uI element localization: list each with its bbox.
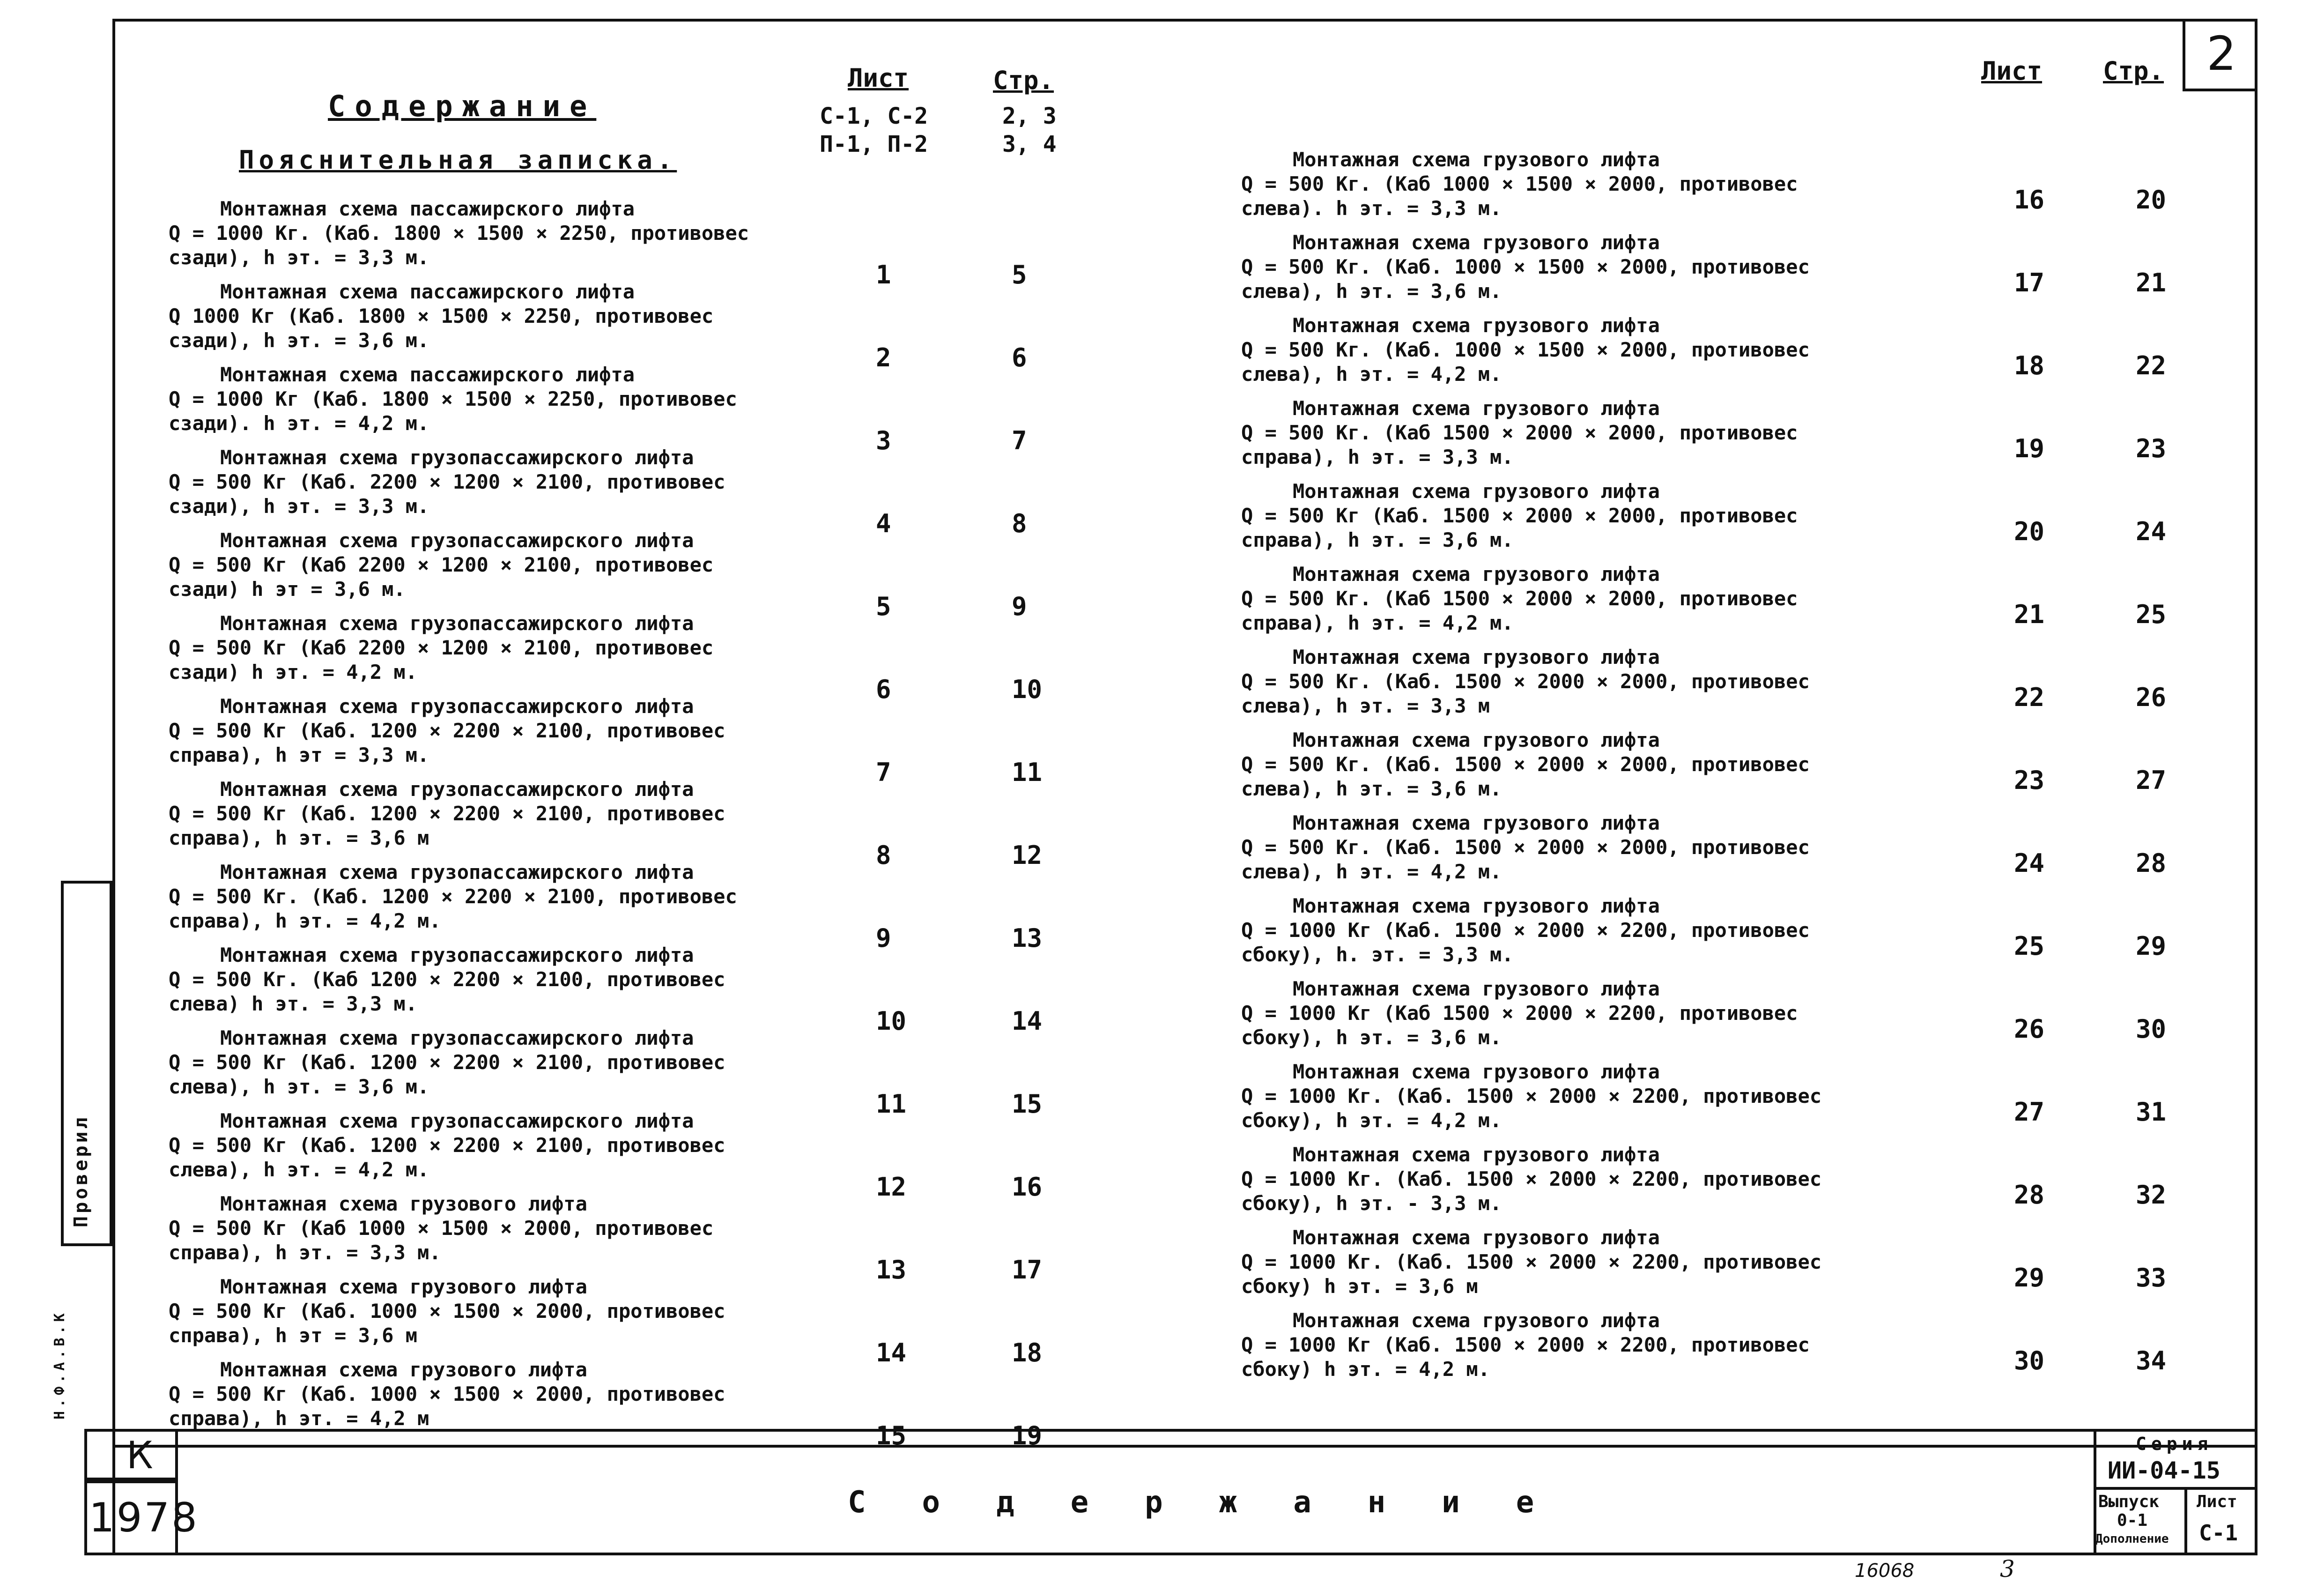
entry-detail: справа), h эт. = 4,2 м. bbox=[1241, 611, 1514, 634]
toc-entry bbox=[1241, 728, 1920, 801]
entry-detail: Q = 500 Кг (Каб 2200 × 1200 × 2100, противовес bbox=[169, 636, 714, 659]
entry-page-number: 16 bbox=[1012, 1172, 1043, 1202]
archive-number: 16068 bbox=[1855, 1560, 1915, 1582]
entry-detail: слева), h эт. = 4,2 м. bbox=[169, 1158, 429, 1181]
entry-page-number: 18 bbox=[1012, 1338, 1043, 1367]
entry-detail: справа), h эт. = 3,6 м. bbox=[1241, 528, 1514, 551]
toc-entry bbox=[169, 611, 848, 684]
entry-sheet-number: 27 bbox=[2014, 1097, 2045, 1127]
entry-sheet-number: 20 bbox=[2014, 517, 2045, 546]
entry-page-number: 25 bbox=[2136, 600, 2167, 629]
toc-entry bbox=[169, 1275, 848, 1348]
entry-sheet-number: 13 bbox=[876, 1255, 907, 1285]
left-page-header: Стр. bbox=[993, 66, 1054, 95]
entry-sheet-number: 23 bbox=[2014, 765, 2045, 795]
note-list-ref-2: П-1, П-2 bbox=[820, 131, 928, 157]
entry-title: Монтажная схема грузопассажирского лифта bbox=[220, 861, 694, 884]
left-list-header: Лист bbox=[848, 63, 909, 93]
entry-detail: Q = 500 Кг. (Каб. 1500 × 2000 × 2000, противовес bbox=[1241, 753, 1810, 776]
archive-page: 3 bbox=[2000, 1555, 2015, 1583]
entry-sheet-number: 15 bbox=[876, 1421, 907, 1450]
entry-title: Монтажная схема грузопассажирского лифта bbox=[220, 529, 694, 552]
entry-sheet-number: 22 bbox=[2014, 683, 2045, 712]
entry-title: Монтажная схема грузового лифта bbox=[220, 1358, 587, 1381]
entry-sheet-number: 11 bbox=[876, 1089, 907, 1119]
entry-title: Монтажная схема грузового лифта bbox=[1293, 811, 1660, 834]
entry-page-number: 33 bbox=[2136, 1263, 2167, 1293]
entry-page-number: 28 bbox=[2136, 848, 2167, 878]
entry-sheet-number: 6 bbox=[876, 675, 891, 704]
entry-detail: Q = 500 Кг (Каб. 1200 × 2200 × 2100, противовес bbox=[169, 719, 725, 742]
entry-page-number: 8 bbox=[1012, 509, 1027, 538]
entry-page-number: 23 bbox=[2136, 434, 2167, 463]
entry-sheet-number: 16 bbox=[2014, 185, 2045, 215]
toc-entry bbox=[1241, 313, 1920, 386]
entry-page-number: 27 bbox=[2136, 765, 2167, 795]
entry-sheet-number: 24 bbox=[2014, 848, 2045, 878]
entry-sheet-number: 26 bbox=[2014, 1014, 2045, 1044]
entry-title: Монтажная схема пассажирского лифта bbox=[220, 280, 635, 303]
entry-title: Монтажная схема грузопассажирского лифта bbox=[220, 612, 694, 635]
entry-sheet-number: 4 bbox=[876, 509, 891, 538]
toc-entry bbox=[1241, 396, 1920, 469]
entry-detail: сбоку), h. эт. = 3,3 м. bbox=[1241, 943, 1514, 966]
toc-entry bbox=[169, 528, 848, 602]
entry-detail: слева). h эт. = 3,3 м. bbox=[1241, 197, 1502, 220]
entry-sheet-number: 29 bbox=[2014, 1263, 2045, 1293]
entry-title: Монтажная схема пассажирского лифта bbox=[220, 363, 635, 386]
page-title: Содержание bbox=[328, 89, 597, 123]
entry-detail: Q = 500 Кг (Каб. 1000 × 1500 × 2000, противовес bbox=[169, 1382, 725, 1405]
entry-sheet-number: 1 bbox=[876, 260, 891, 290]
entry-detail: Q = 1000 Кг (Каб 1500 × 2000 × 2200, противовес bbox=[1241, 1002, 1798, 1025]
toc-entry bbox=[169, 1192, 848, 1265]
toc-entry bbox=[169, 280, 848, 353]
toc-entry bbox=[169, 1026, 848, 1099]
entry-detail: Q = 1000 Кг (Каб. 1500 × 2000 × 2200, противовес bbox=[1241, 1333, 1810, 1356]
entry-sheet-number: 18 bbox=[2014, 351, 2045, 380]
entry-page-number: 7 bbox=[1012, 426, 1027, 455]
toc-entry bbox=[1241, 894, 1920, 967]
entry-title: Монтажная схема грузопассажирского лифта bbox=[220, 944, 694, 966]
entry-title: Монтажная схема грузового лифта bbox=[1293, 231, 1660, 254]
issue-value: 0-1 bbox=[2117, 1511, 2148, 1530]
entry-title: Монтажная схема грузопассажирского лифта bbox=[220, 695, 694, 718]
entry-detail: Q = 500 Кг (Каб. 1200 × 2200 × 2100, противовес bbox=[169, 1051, 725, 1074]
entry-detail: Q = 500 Кг. (Каб 1500 × 2000 × 2000, противовес bbox=[1241, 587, 1798, 610]
toc-entry bbox=[1241, 1060, 1920, 1133]
toc-entry bbox=[1241, 562, 1920, 635]
entry-detail: справа), h эт. = 3,3 м. bbox=[1241, 446, 1514, 468]
entry-detail: сзади), h эт. = 3,3 м. bbox=[169, 246, 429, 269]
entry-detail: Q = 500 Кг. (Каб. 1000 × 1500 × 2000, противовес bbox=[1241, 255, 1810, 278]
entry-detail: Q = 1000 Кг. (Каб. 1500 × 2000 × 2200, противовес bbox=[1241, 1167, 1822, 1190]
entry-page-number: 10 bbox=[1012, 675, 1043, 704]
entry-detail: Q = 500 Кг (Каб. 1500 × 2000 × 2000, противовес bbox=[1241, 504, 1798, 527]
entry-sheet-number: 30 bbox=[2014, 1346, 2045, 1375]
entry-page-number: 6 bbox=[1012, 343, 1027, 372]
entry-detail: сзади). h эт. = 4,2 м. bbox=[169, 412, 429, 435]
entry-title: Монтажная схема грузового лифта bbox=[1293, 1226, 1660, 1249]
entry-title: Монтажная схема грузового лифта bbox=[1293, 646, 1660, 669]
entry-detail: сбоку), h эт. - 3,3 м. bbox=[1241, 1192, 1502, 1215]
entry-detail: сзади) h эт. = 4,2 м. bbox=[169, 661, 418, 684]
entry-detail: сзади), h эт. = 3,6 м. bbox=[169, 329, 429, 352]
entry-title: Монтажная схема грузового лифта bbox=[1293, 1143, 1660, 1166]
entry-detail: сбоку) h эт. = 3,6 м bbox=[1241, 1275, 1478, 1298]
entry-detail: Q = 1000 Кг. (Каб. 1500 × 2000 × 2200, противовес bbox=[1241, 1085, 1822, 1107]
entry-title: Монтажная схема грузового лифта bbox=[1293, 480, 1660, 503]
entry-sheet-number: 28 bbox=[2014, 1180, 2045, 1210]
entry-detail: Q = 500 Кг. (Каб. 1500 × 2000 × 2000, противовес bbox=[1241, 670, 1810, 693]
entry-detail: слева), h эт. = 3,3 м bbox=[1241, 694, 1490, 717]
entry-detail: Q = 500 Кг. (Каб. 1000 × 1500 × 2000, противовес bbox=[1241, 338, 1810, 361]
entry-title: Монтажная схема грузового лифта bbox=[1293, 1309, 1660, 1332]
sheet-value: С-1 bbox=[2199, 1520, 2238, 1546]
sheet-label: Лист bbox=[2197, 1492, 2237, 1511]
toc-entry bbox=[1241, 645, 1920, 718]
entry-detail: справа), h эт. = 4,2 м bbox=[169, 1407, 429, 1430]
series-code: ИИ-04-15 bbox=[2108, 1457, 2220, 1484]
entry-page-number: 21 bbox=[2136, 268, 2167, 297]
entry-title: Монтажная схема грузопассажирского лифта bbox=[220, 778, 694, 801]
entry-title: Монтажная схема грузового лифта bbox=[1293, 148, 1660, 171]
entry-detail: Q = 500 Кг (Каб 2200 × 1200 × 2100, противовес bbox=[169, 553, 714, 576]
entry-sheet-number: 21 bbox=[2014, 600, 2045, 629]
entry-title: Монтажная схема грузового лифта bbox=[1293, 397, 1660, 420]
entry-detail: Q = 1000 Кг. (Каб. 1500 × 2000 × 2200, противовес bbox=[1241, 1250, 1822, 1273]
entry-title: Монтажная схема грузового лифта bbox=[1293, 1060, 1660, 1083]
note-page-ref-1: 2, 3 bbox=[1002, 103, 1057, 129]
toc-entry bbox=[169, 1109, 848, 1182]
entry-detail: слева), h эт. = 3,6 м. bbox=[1241, 777, 1502, 800]
entry-detail: Q = 500 Кг. (Каб 1500 × 2000 × 2000, противовес bbox=[1241, 421, 1798, 444]
initials-stamp: Н.Ф.А.В.К bbox=[52, 1309, 68, 1419]
entry-page-number: 5 bbox=[1012, 260, 1027, 290]
entry-sheet-number: 12 bbox=[876, 1172, 907, 1202]
entry-title: Монтажная схема грузового лифта bbox=[1293, 563, 1660, 586]
entry-title: Монтажная схема грузового лифта bbox=[1293, 728, 1660, 751]
entry-title: Монтажная схема грузопассажирского лифта bbox=[220, 1109, 694, 1132]
entry-page-number: 19 bbox=[1012, 1421, 1043, 1450]
entry-sheet-number: 19 bbox=[2014, 434, 2045, 463]
entry-page-number: 32 bbox=[2136, 1180, 2167, 1210]
entry-detail: слева) h эт. = 3,3 м. bbox=[169, 992, 418, 1015]
code-letter: К bbox=[126, 1434, 153, 1477]
entry-title: Монтажная схема грузового лифта bbox=[1293, 894, 1660, 917]
entry-detail: сзади) h эт = 3,6 м. bbox=[169, 578, 406, 601]
toc-entry bbox=[169, 694, 848, 767]
toc-entry bbox=[1241, 230, 1920, 304]
entry-detail: справа), h эт. = 3,3 м. bbox=[169, 1241, 441, 1264]
entry-title: Монтажная схема грузового лифта bbox=[220, 1192, 587, 1215]
series-label: Серия bbox=[2136, 1434, 2213, 1454]
entry-title: Монтажная схема грузопассажирского лифта bbox=[220, 446, 694, 469]
entry-detail: слева), h эт. = 3,6 м. bbox=[1241, 280, 1502, 303]
entry-detail: Q = 500 Кг. (Каб. 1500 × 2000 × 2000, противовес bbox=[1241, 836, 1810, 859]
entry-detail: Q = 1000 Кг (Каб. 1800 × 1500 × 2250, противовес bbox=[169, 387, 737, 410]
entry-title: Монтажная схема грузопассажирского лифта bbox=[220, 1026, 694, 1049]
entry-detail: Q = 500 Кг (Каб. 1000 × 1500 × 2000, противовес bbox=[169, 1300, 725, 1323]
entry-sheet-number: 2 bbox=[876, 343, 891, 372]
entry-detail: справа), h эт. = 4,2 м. bbox=[169, 909, 441, 932]
entry-title: Монтажная схема грузового лифта bbox=[1293, 314, 1660, 337]
issue-label: Выпуск bbox=[2098, 1492, 2160, 1511]
entry-sheet-number: 14 bbox=[876, 1338, 907, 1367]
entry-detail: Q = 500 Кг (Каб 1000 × 1500 × 2000, противовес bbox=[169, 1217, 714, 1240]
toc-entry bbox=[1241, 977, 1920, 1050]
toc-entry bbox=[169, 860, 848, 933]
toc-entry bbox=[169, 446, 848, 519]
entry-detail: Q = 500 Кг (Каб. 1200 × 2200 × 2100, противовес bbox=[169, 802, 725, 825]
entry-page-number: 24 bbox=[2136, 517, 2167, 546]
entry-page-number: 9 bbox=[1012, 592, 1027, 621]
entry-page-number: 12 bbox=[1012, 840, 1043, 870]
entry-title: Монтажная схема пассажирского лифта bbox=[220, 197, 635, 220]
entry-detail: сзади), h эт. = 3,3 м. bbox=[169, 495, 429, 518]
toc-entry bbox=[1241, 1143, 1920, 1216]
toc-entry bbox=[169, 777, 848, 850]
toc-entry bbox=[169, 363, 848, 436]
entry-sheet-number: 9 bbox=[876, 923, 891, 953]
entry-detail: Q = 500 Кг. (Каб 1200 × 2200 × 2100, противовес bbox=[169, 968, 725, 991]
entry-detail: справа), h эт. = 3,6 м bbox=[169, 826, 429, 849]
bottom-title: Содержание bbox=[848, 1485, 1591, 1520]
toc-entry bbox=[1241, 479, 1920, 552]
entry-page-number: 14 bbox=[1012, 1006, 1043, 1036]
entry-detail: справа), h эт = 3,3 м. bbox=[169, 743, 429, 766]
explanatory-note-heading: Пояснительная записка. bbox=[239, 145, 677, 175]
entry-page-number: 15 bbox=[1012, 1089, 1043, 1119]
entry-page-number: 29 bbox=[2136, 931, 2167, 961]
entry-sheet-number: 25 bbox=[2014, 931, 2045, 961]
toc-entry bbox=[169, 1358, 848, 1431]
right-page-header: Стр. bbox=[2103, 56, 2164, 86]
issue-sub: Дополнение bbox=[2095, 1532, 2169, 1546]
entry-detail: Q = 1000 Кг. (Каб. 1800 × 1500 × 2250, противовес bbox=[169, 222, 749, 245]
entry-detail: Q = 1000 Кг (Каб. 1500 × 2000 × 2200, противовес bbox=[1241, 919, 1810, 942]
toc-entry bbox=[1241, 811, 1920, 884]
entry-detail: сбоку), h эт. = 4,2 м. bbox=[1241, 1109, 1502, 1132]
entry-sheet-number: 17 bbox=[2014, 268, 2045, 297]
entry-page-number: 30 bbox=[2136, 1014, 2167, 1044]
entry-page-number: 11 bbox=[1012, 758, 1043, 787]
toc-entry bbox=[1241, 1226, 1920, 1299]
toc-entry bbox=[1241, 148, 1920, 221]
toc-entry bbox=[1241, 1308, 1920, 1382]
entry-page-number: 34 bbox=[2136, 1346, 2167, 1375]
entry-detail: слева), h эт. = 3,6 м. bbox=[169, 1075, 429, 1098]
entry-page-number: 26 bbox=[2136, 683, 2167, 712]
entry-detail: Q = 500 Кг. (Каб. 1200 × 2200 × 2100, противовес bbox=[169, 885, 737, 908]
entry-page-number: 13 bbox=[1012, 923, 1043, 953]
toc-entry bbox=[169, 197, 848, 270]
entry-detail: сбоку) h эт. = 4,2 м. bbox=[1241, 1358, 1490, 1381]
check-stamp: Проверил bbox=[70, 1115, 92, 1227]
entry-detail: слева), h эт. = 4,2 м. bbox=[1241, 363, 1502, 386]
entry-detail: сбоку), h эт. = 3,6 м. bbox=[1241, 1026, 1502, 1049]
entry-detail: Q 1000 Кг (Каб. 1800 × 1500 × 2250, противовес bbox=[169, 305, 714, 327]
sheet-number: 2 bbox=[2183, 21, 2257, 91]
entry-sheet-number: 3 bbox=[876, 426, 891, 455]
right-list-header: Лист bbox=[1981, 56, 2043, 86]
entry-page-number: 31 bbox=[2136, 1097, 2167, 1127]
year: 1978 bbox=[89, 1494, 199, 1541]
entry-detail: слева), h эт. = 4,2 м. bbox=[1241, 860, 1502, 883]
entry-detail: Q = 500 Кг (Каб. 2200 × 1200 × 2100, противовес bbox=[169, 470, 725, 493]
entry-title: Монтажная схема грузового лифта bbox=[1293, 977, 1660, 1000]
toc-entry bbox=[169, 943, 848, 1016]
entry-sheet-number: 10 bbox=[876, 1006, 907, 1036]
entry-sheet-number: 8 bbox=[876, 840, 891, 870]
entry-page-number: 17 bbox=[1012, 1255, 1043, 1285]
entry-title: Монтажная схема грузового лифта bbox=[220, 1275, 587, 1298]
entry-page-number: 22 bbox=[2136, 351, 2167, 380]
entry-sheet-number: 5 bbox=[876, 592, 891, 621]
entry-page-number: 20 bbox=[2136, 185, 2167, 215]
note-list-ref-1: С-1, С-2 bbox=[820, 103, 928, 129]
note-page-ref-2: 3, 4 bbox=[1002, 131, 1057, 157]
entry-detail: справа), h эт = 3,6 м bbox=[169, 1324, 418, 1347]
entry-detail: Q = 500 Кг. (Каб 1000 × 1500 × 2000, противовес bbox=[1241, 172, 1798, 195]
entry-sheet-number: 7 bbox=[876, 758, 891, 787]
entry-detail: Q = 500 Кг (Каб. 1200 × 2200 × 2100, противовес bbox=[169, 1134, 725, 1157]
